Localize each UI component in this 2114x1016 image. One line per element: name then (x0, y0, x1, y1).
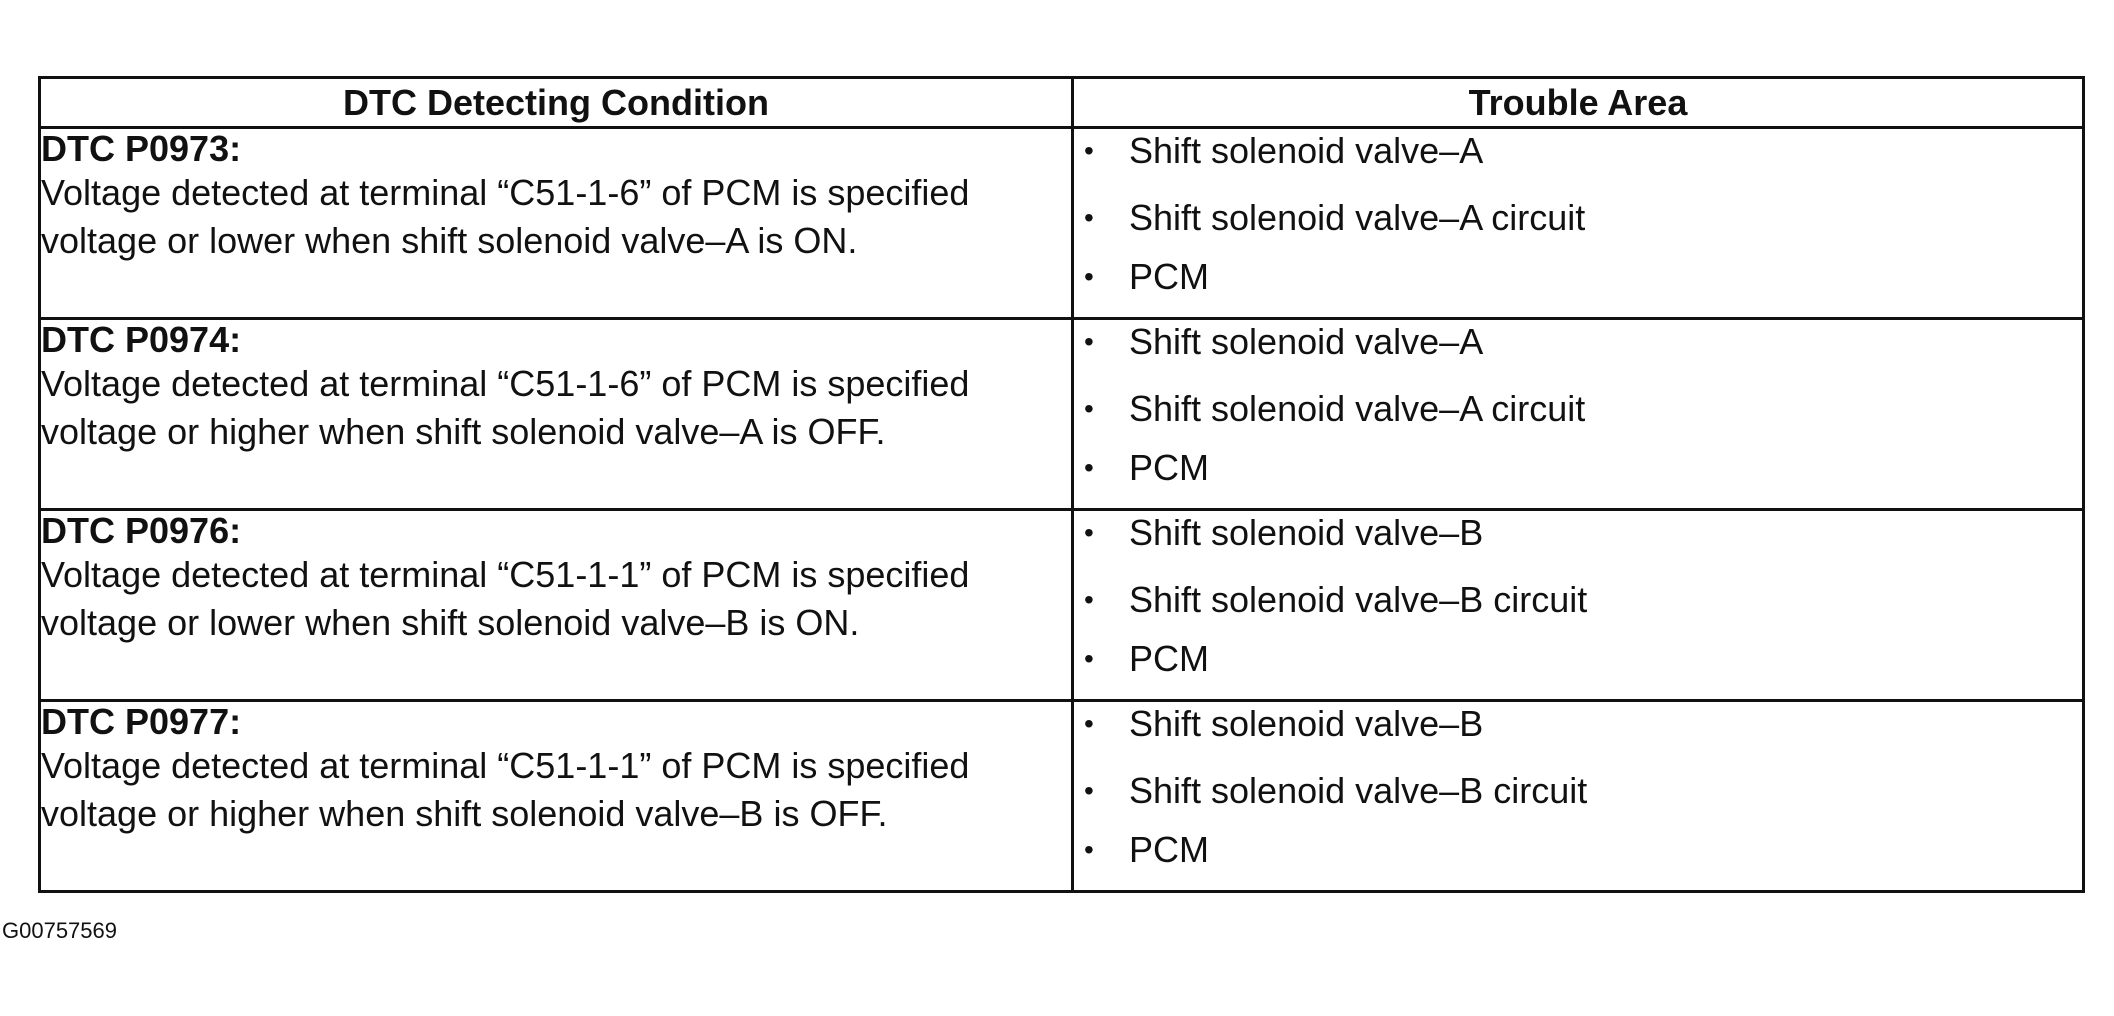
trouble-area-text: Shift solenoid valve–A (1129, 321, 1484, 362)
bullet-icon: • (1084, 393, 1094, 424)
condition-cell (40, 510, 1073, 701)
list-item (1074, 379, 2082, 438)
trouble-area-cell (1073, 319, 2084, 510)
condition-cell (40, 319, 1073, 510)
header-dtc-detecting-condition: DTC Detecting Condition (40, 78, 1073, 128)
trouble-area-list (1074, 129, 2082, 306)
bullet-icon: • (1084, 202, 1094, 233)
condition-text: Voltage detected at terminal “C51-1-1” of PCM is specified voltage or higher when shift solenoid valve–B is OFF. (41, 745, 970, 834)
bullet-icon: • (1084, 326, 1094, 357)
list-item (1074, 570, 2082, 629)
list-item (1074, 188, 2082, 247)
bullet-icon: • (1084, 775, 1094, 806)
table-row (40, 128, 2084, 319)
bullet-icon: • (1084, 452, 1094, 483)
bullet-icon: • (1084, 834, 1094, 865)
condition-text: Voltage detected at terminal “C51-1-6” of PCM is specified voltage or lower when shift solenoid valve–A is ON. (41, 172, 970, 261)
trouble-area-list (1074, 320, 2082, 497)
bullet-icon: • (1084, 135, 1094, 166)
bullet-icon: • (1084, 517, 1094, 548)
list-item (1074, 820, 2082, 879)
dtc-table (38, 76, 2085, 893)
trouble-area-list (1074, 511, 2082, 688)
dtc-code: DTC P0976: (41, 510, 242, 551)
bullet-icon: • (1084, 584, 1094, 615)
table-row (40, 319, 2084, 510)
trouble-area-cell (1073, 510, 2084, 701)
trouble-area-text: Shift solenoid valve–A (1129, 130, 1484, 171)
list-item (1074, 511, 2082, 555)
trouble-area-text: Shift solenoid valve–B circuit (1129, 579, 1588, 620)
condition-text: Voltage detected at terminal “C51-1-1” of PCM is specified voltage or lower when shift solenoid valve–B is ON. (41, 554, 970, 643)
list-item (1074, 438, 2082, 497)
dtc-code: DTC P0973: (41, 128, 242, 169)
table-row (40, 510, 2084, 701)
list-item (1074, 702, 2082, 746)
trouble-area-list (1074, 702, 2082, 879)
dtc-code: DTC P0977: (41, 701, 242, 742)
header-trouble-area: Trouble Area (1073, 78, 2084, 128)
table-row (40, 701, 2084, 892)
condition-text: Voltage detected at terminal “C51-1-6” of PCM is specified voltage or higher when shift solenoid valve–A is OFF. (41, 363, 970, 452)
condition-cell (40, 128, 1073, 319)
trouble-area-text: Shift solenoid valve–A circuit (1129, 388, 1586, 429)
trouble-area-text: Shift solenoid valve–B circuit (1129, 770, 1588, 811)
bullet-icon: • (1084, 643, 1094, 674)
trouble-area-text: PCM (1129, 256, 1209, 297)
list-item (1074, 320, 2082, 364)
trouble-area-cell (1073, 701, 2084, 892)
bullet-icon: • (1084, 261, 1094, 292)
trouble-area-text: PCM (1129, 447, 1209, 488)
trouble-area-text: Shift solenoid valve–B (1129, 512, 1484, 553)
list-item (1074, 761, 2082, 820)
dtc-code: DTC P0974: (41, 319, 242, 360)
figure-id: G00757569 (2, 918, 117, 943)
trouble-area-text: Shift solenoid valve–B (1129, 703, 1484, 744)
list-item (1074, 129, 2082, 173)
condition-cell (40, 701, 1073, 892)
trouble-area-text: Shift solenoid valve–A circuit (1129, 197, 1586, 238)
list-item (1074, 247, 2082, 306)
trouble-area-text: PCM (1129, 829, 1209, 870)
trouble-area-text: PCM (1129, 638, 1209, 679)
table-header-row (40, 78, 2084, 128)
list-item (1074, 629, 2082, 688)
trouble-area-cell (1073, 128, 2084, 319)
bullet-icon: • (1084, 708, 1094, 739)
